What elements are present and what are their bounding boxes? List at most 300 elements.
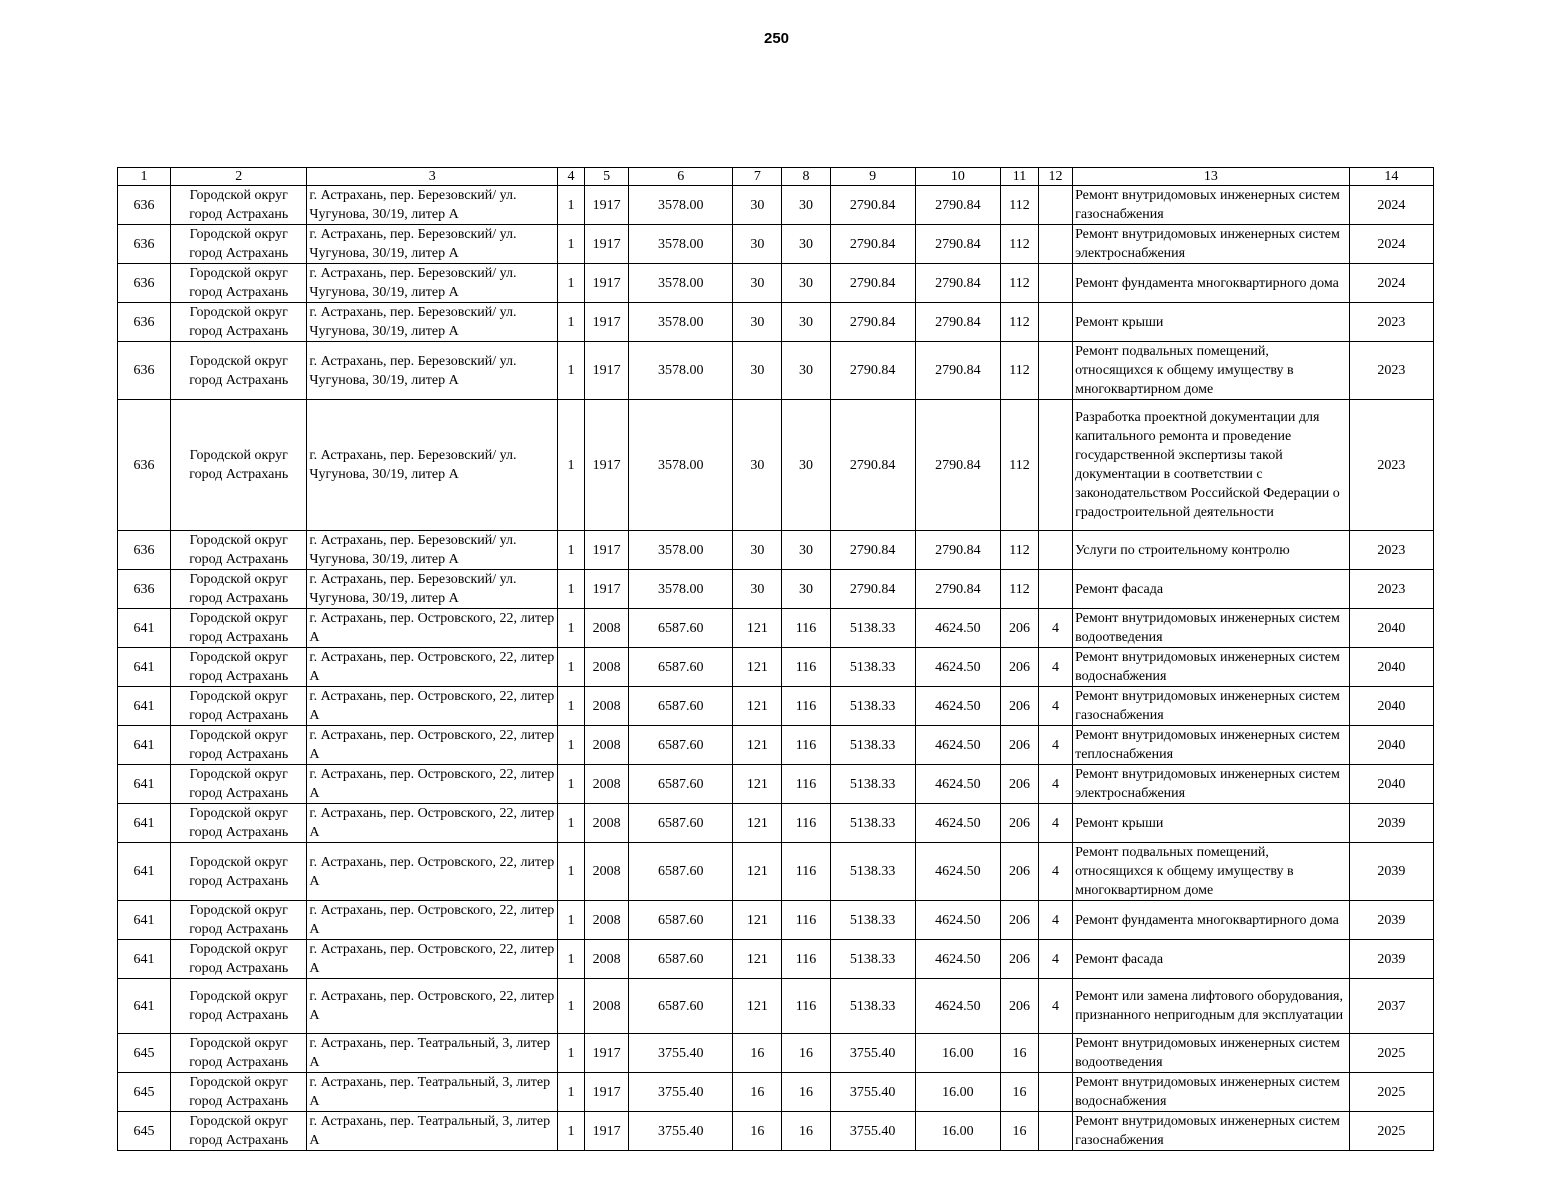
table-row: [118, 979, 1434, 1034]
col8-value-cell: 30: [782, 303, 830, 342]
col10-area-cell: 4624.50: [915, 940, 1000, 979]
col11-count-cell: 206: [1000, 687, 1038, 726]
build-year-cell: 1917: [585, 264, 629, 303]
municipality-cell: Городской округ город Астрахань: [171, 804, 307, 843]
table-row: [118, 303, 1434, 342]
col7-value-cell: 121: [733, 726, 782, 765]
planned-year-cell: 2024: [1349, 264, 1433, 303]
table-row: [118, 940, 1434, 979]
col12-count-cell: 4: [1039, 979, 1073, 1034]
col12-count-cell: [1039, 400, 1073, 531]
col9-area-cell: 2790.84: [830, 570, 915, 609]
address-cell: г. Астрахань, пер. Островского, 22, литер А: [307, 979, 558, 1034]
col10-area-cell: 4624.50: [915, 901, 1000, 940]
building-category-cell: 1: [557, 843, 584, 901]
col9-area-cell: 2790.84: [830, 303, 915, 342]
address-cell: г. Астрахань, пер. Березовский/ ул. Чугунова, 30/19, литер А: [307, 303, 558, 342]
table-row: [118, 186, 1434, 225]
col12-count-cell: 4: [1039, 765, 1073, 804]
col9-area-cell: 2790.84: [830, 264, 915, 303]
col8-value-cell: 116: [782, 804, 830, 843]
planned-year-cell: 2039: [1349, 940, 1433, 979]
col10-area-cell: 4624.50: [915, 609, 1000, 648]
col7-value-cell: 30: [733, 264, 782, 303]
col10-area-cell: 16.00: [915, 1112, 1000, 1151]
planned-year-cell: 2040: [1349, 765, 1433, 804]
planned-year-cell: 2025: [1349, 1112, 1433, 1151]
col8-value-cell: 116: [782, 609, 830, 648]
total-area-cell: 6587.60: [629, 609, 733, 648]
municipality-cell: Городской округ город Астрахань: [171, 765, 307, 804]
col8-value-cell: 116: [782, 901, 830, 940]
col7-value-cell: 30: [733, 342, 782, 400]
building-category-cell: 1: [557, 1034, 584, 1073]
municipality-cell: Городской округ город Астрахань: [171, 264, 307, 303]
building-category-cell: 1: [557, 804, 584, 843]
work-type-cell: Ремонт крыши: [1073, 804, 1350, 843]
municipality-cell: Городской округ город Астрахань: [171, 901, 307, 940]
municipality-cell: Городской округ город Астрахань: [171, 843, 307, 901]
col8-value-cell: 116: [782, 765, 830, 804]
col11-count-cell: 112: [1000, 225, 1038, 264]
column-header-6: 6: [629, 168, 733, 186]
capital-repair-table: [117, 167, 1434, 1151]
record-number-cell: 641: [118, 843, 171, 901]
total-area-cell: 3578.00: [629, 264, 733, 303]
col11-count-cell: 206: [1000, 726, 1038, 765]
col7-value-cell: 121: [733, 843, 782, 901]
col9-area-cell: 2790.84: [830, 342, 915, 400]
building-category-cell: 1: [557, 765, 584, 804]
address-cell: г. Астрахань, пер. Островского, 22, литер А: [307, 687, 558, 726]
work-type-cell: Ремонт фасада: [1073, 570, 1350, 609]
planned-year-cell: 2023: [1349, 531, 1433, 570]
total-area-cell: 3578.00: [629, 186, 733, 225]
municipality-cell: Городской округ город Астрахань: [171, 979, 307, 1034]
col10-area-cell: 16.00: [915, 1073, 1000, 1112]
col10-area-cell: 2790.84: [915, 225, 1000, 264]
col12-count-cell: [1039, 1034, 1073, 1073]
planned-year-cell: 2024: [1349, 186, 1433, 225]
building-category-cell: 1: [557, 1112, 584, 1151]
col9-area-cell: 5138.33: [830, 940, 915, 979]
total-area-cell: 3755.40: [629, 1112, 733, 1151]
building-category-cell: 1: [557, 264, 584, 303]
build-year-cell: 2008: [585, 648, 629, 687]
work-type-cell: Ремонт внутридомовых инженерных систем газоснабжения: [1073, 186, 1350, 225]
col9-area-cell: 5138.33: [830, 726, 915, 765]
total-area-cell: 6587.60: [629, 726, 733, 765]
column-header-12: 12: [1039, 168, 1073, 186]
col11-count-cell: 16: [1000, 1034, 1038, 1073]
table-row: [118, 765, 1434, 804]
building-category-cell: 1: [557, 979, 584, 1034]
work-type-cell: Ремонт внутридомовых инженерных систем электроснабжения: [1073, 765, 1350, 804]
col9-area-cell: 5138.33: [830, 648, 915, 687]
build-year-cell: 1917: [585, 1034, 629, 1073]
planned-year-cell: 2039: [1349, 843, 1433, 901]
address-cell: г. Астрахань, пер. Березовский/ ул. Чугунова, 30/19, литер А: [307, 400, 558, 531]
col12-count-cell: [1039, 303, 1073, 342]
col8-value-cell: 30: [782, 531, 830, 570]
record-number-cell: 636: [118, 531, 171, 570]
col11-count-cell: 16: [1000, 1073, 1038, 1112]
work-type-cell: Ремонт внутридомовых инженерных систем водоснабжения: [1073, 1073, 1350, 1112]
total-area-cell: 3578.00: [629, 225, 733, 264]
col8-value-cell: 116: [782, 726, 830, 765]
col8-value-cell: 30: [782, 342, 830, 400]
col10-area-cell: 2790.84: [915, 342, 1000, 400]
record-number-cell: 641: [118, 940, 171, 979]
work-type-cell: Ремонт фундамента многоквартирного дома: [1073, 901, 1350, 940]
col12-count-cell: [1039, 342, 1073, 400]
total-area-cell: 6587.60: [629, 901, 733, 940]
column-header-2: 2: [171, 168, 307, 186]
col11-count-cell: 112: [1000, 303, 1038, 342]
record-number-cell: 636: [118, 186, 171, 225]
build-year-cell: 1917: [585, 1112, 629, 1151]
header-row: [118, 168, 1434, 186]
total-area-cell: 3578.00: [629, 400, 733, 531]
building-category-cell: 1: [557, 531, 584, 570]
col11-count-cell: 206: [1000, 765, 1038, 804]
municipality-cell: Городской округ город Астрахань: [171, 1034, 307, 1073]
column-header-13: 13: [1073, 168, 1350, 186]
building-category-cell: 1: [557, 303, 584, 342]
total-area-cell: 3578.00: [629, 570, 733, 609]
col7-value-cell: 30: [733, 400, 782, 531]
col12-count-cell: 4: [1039, 804, 1073, 843]
col8-value-cell: 116: [782, 648, 830, 687]
col11-count-cell: 206: [1000, 940, 1038, 979]
address-cell: г. Астрахань, пер. Театральный, 3, литер А: [307, 1034, 558, 1073]
col12-count-cell: 4: [1039, 648, 1073, 687]
col9-area-cell: 2790.84: [830, 225, 915, 264]
building-category-cell: 1: [557, 687, 584, 726]
total-area-cell: 6587.60: [629, 687, 733, 726]
col10-area-cell: 4624.50: [915, 843, 1000, 901]
build-year-cell: 2008: [585, 609, 629, 648]
total-area-cell: 3755.40: [629, 1073, 733, 1112]
col10-area-cell: 2790.84: [915, 531, 1000, 570]
building-category-cell: 1: [557, 342, 584, 400]
work-type-cell: Ремонт внутридомовых инженерных систем водоснабжения: [1073, 648, 1350, 687]
address-cell: г. Астрахань, пер. Театральный, 3, литер А: [307, 1112, 558, 1151]
col7-value-cell: 121: [733, 609, 782, 648]
building-category-cell: 1: [557, 570, 584, 609]
col10-area-cell: 2790.84: [915, 570, 1000, 609]
col7-value-cell: 30: [733, 225, 782, 264]
municipality-cell: Городской округ город Астрахань: [171, 609, 307, 648]
planned-year-cell: 2040: [1349, 609, 1433, 648]
col7-value-cell: 121: [733, 687, 782, 726]
col9-area-cell: 2790.84: [830, 186, 915, 225]
build-year-cell: 2008: [585, 687, 629, 726]
col12-count-cell: 4: [1039, 609, 1073, 648]
col8-value-cell: 30: [782, 400, 830, 531]
record-number-cell: 636: [118, 225, 171, 264]
building-category-cell: 1: [557, 225, 584, 264]
address-cell: г. Астрахань, пер. Березовский/ ул. Чугунова, 30/19, литер А: [307, 531, 558, 570]
col9-area-cell: 3755.40: [830, 1073, 915, 1112]
col8-value-cell: 116: [782, 940, 830, 979]
column-header-3: 3: [307, 168, 558, 186]
table-row: [118, 648, 1434, 687]
col8-value-cell: 30: [782, 186, 830, 225]
col11-count-cell: 112: [1000, 264, 1038, 303]
col12-count-cell: [1039, 186, 1073, 225]
build-year-cell: 1917: [585, 342, 629, 400]
build-year-cell: 1917: [585, 531, 629, 570]
planned-year-cell: 2040: [1349, 648, 1433, 687]
address-cell: г. Астрахань, пер. Березовский/ ул. Чугунова, 30/19, литер А: [307, 225, 558, 264]
work-type-cell: Ремонт подвальных помещений, относящихся к общему имуществу в многоквартирном доме: [1073, 342, 1350, 400]
table-row: [118, 1034, 1434, 1073]
record-number-cell: 645: [118, 1112, 171, 1151]
municipality-cell: Городской округ город Астрахань: [171, 1073, 307, 1112]
planned-year-cell: 2040: [1349, 726, 1433, 765]
record-number-cell: 641: [118, 648, 171, 687]
col7-value-cell: 16: [733, 1112, 782, 1151]
planned-year-cell: 2025: [1349, 1073, 1433, 1112]
col9-area-cell: 3755.40: [830, 1112, 915, 1151]
col10-area-cell: 4624.50: [915, 765, 1000, 804]
municipality-cell: Городской округ город Астрахань: [171, 303, 307, 342]
column-header-4: 4: [557, 168, 584, 186]
municipality-cell: Городской округ город Астрахань: [171, 225, 307, 264]
address-cell: г. Астрахань, пер. Островского, 22, литер А: [307, 901, 558, 940]
work-type-cell: Ремонт внутридомовых инженерных систем теплоснабжения: [1073, 726, 1350, 765]
table-row: [118, 570, 1434, 609]
total-area-cell: 6587.60: [629, 979, 733, 1034]
col8-value-cell: 30: [782, 264, 830, 303]
address-cell: г. Астрахань, пер. Театральный, 3, литер А: [307, 1073, 558, 1112]
col7-value-cell: 121: [733, 901, 782, 940]
build-year-cell: 2008: [585, 726, 629, 765]
work-type-cell: Ремонт внутридомовых инженерных систем водоотведения: [1073, 609, 1350, 648]
column-header-7: 7: [733, 168, 782, 186]
municipality-cell: Городской округ город Астрахань: [171, 726, 307, 765]
column-header-9: 9: [830, 168, 915, 186]
record-number-cell: 641: [118, 979, 171, 1034]
col8-value-cell: 30: [782, 225, 830, 264]
building-category-cell: 1: [557, 901, 584, 940]
address-cell: г. Астрахань, пер. Островского, 22, литер А: [307, 804, 558, 843]
col7-value-cell: 30: [733, 186, 782, 225]
record-number-cell: 636: [118, 303, 171, 342]
col8-value-cell: 16: [782, 1112, 830, 1151]
col12-count-cell: [1039, 570, 1073, 609]
table-row: [118, 687, 1434, 726]
work-type-cell: Ремонт внутридомовых инженерных систем водоотведения: [1073, 1034, 1350, 1073]
col10-area-cell: 2790.84: [915, 303, 1000, 342]
address-cell: г. Астрахань, пер. Березовский/ ул. Чугунова, 30/19, литер А: [307, 186, 558, 225]
col11-count-cell: 206: [1000, 648, 1038, 687]
col12-count-cell: 4: [1039, 940, 1073, 979]
record-number-cell: 636: [118, 342, 171, 400]
address-cell: г. Астрахань, пер. Островского, 22, литер А: [307, 843, 558, 901]
address-cell: г. Астрахань, пер. Островского, 22, литер А: [307, 765, 558, 804]
col7-value-cell: 121: [733, 940, 782, 979]
col10-area-cell: 4624.50: [915, 804, 1000, 843]
address-cell: г. Астрахань, пер. Березовский/ ул. Чугунова, 30/19, литер А: [307, 342, 558, 400]
build-year-cell: 2008: [585, 979, 629, 1034]
build-year-cell: 2008: [585, 940, 629, 979]
col12-count-cell: [1039, 225, 1073, 264]
record-number-cell: 645: [118, 1034, 171, 1073]
build-year-cell: 2008: [585, 765, 629, 804]
planned-year-cell: 2037: [1349, 979, 1433, 1034]
build-year-cell: 2008: [585, 843, 629, 901]
column-header-10: 10: [915, 168, 1000, 186]
address-cell: г. Астрахань, пер. Островского, 22, литер А: [307, 648, 558, 687]
total-area-cell: 6587.60: [629, 804, 733, 843]
build-year-cell: 1917: [585, 225, 629, 264]
col11-count-cell: 206: [1000, 843, 1038, 901]
table-row: [118, 264, 1434, 303]
building-category-cell: 1: [557, 940, 584, 979]
planned-year-cell: 2039: [1349, 901, 1433, 940]
work-type-cell: Ремонт подвальных помещений, относящихся к общему имуществу в многоквартирном доме: [1073, 843, 1350, 901]
work-type-cell: Ремонт внутридомовых инженерных систем газоснабжения: [1073, 687, 1350, 726]
table-row: [118, 1073, 1434, 1112]
col7-value-cell: 30: [733, 531, 782, 570]
work-type-cell: Ремонт или замена лифтового оборудования, признанного непригодным для эксплуатации: [1073, 979, 1350, 1034]
planned-year-cell: 2025: [1349, 1034, 1433, 1073]
record-number-cell: 641: [118, 609, 171, 648]
col9-area-cell: 5138.33: [830, 843, 915, 901]
col12-count-cell: [1039, 531, 1073, 570]
building-category-cell: 1: [557, 648, 584, 687]
address-cell: г. Астрахань, пер. Березовский/ ул. Чугунова, 30/19, литер А: [307, 264, 558, 303]
col8-value-cell: 16: [782, 1034, 830, 1073]
col10-area-cell: 4624.50: [915, 648, 1000, 687]
col8-value-cell: 116: [782, 843, 830, 901]
col10-area-cell: 4624.50: [915, 687, 1000, 726]
col11-count-cell: 112: [1000, 531, 1038, 570]
col12-count-cell: [1039, 1112, 1073, 1151]
record-number-cell: 641: [118, 804, 171, 843]
column-header-1: 1: [118, 168, 171, 186]
build-year-cell: 2008: [585, 804, 629, 843]
total-area-cell: 6587.60: [629, 843, 733, 901]
column-header-8: 8: [782, 168, 830, 186]
work-type-cell: Разработка проектной документации для капитального ремонта и проведение государственной экспертизы такой документации в соответствии с законодательством Российской Федерации о градостроительной деятельности: [1073, 400, 1350, 531]
col9-area-cell: 2790.84: [830, 531, 915, 570]
table-row: [118, 843, 1434, 901]
municipality-cell: Городской округ город Астрахань: [171, 1112, 307, 1151]
col11-count-cell: 16: [1000, 1112, 1038, 1151]
building-category-cell: 1: [557, 1073, 584, 1112]
col9-area-cell: 5138.33: [830, 979, 915, 1034]
work-type-cell: Ремонт крыши: [1073, 303, 1350, 342]
address-cell: г. Астрахань, пер. Островского, 22, литер А: [307, 609, 558, 648]
col9-area-cell: 5138.33: [830, 804, 915, 843]
building-category-cell: 1: [557, 726, 584, 765]
record-number-cell: 636: [118, 400, 171, 531]
col12-count-cell: [1039, 264, 1073, 303]
planned-year-cell: 2024: [1349, 225, 1433, 264]
column-header-5: 5: [585, 168, 629, 186]
col7-value-cell: 121: [733, 804, 782, 843]
municipality-cell: Городской округ город Астрахань: [171, 342, 307, 400]
col11-count-cell: 112: [1000, 400, 1038, 531]
col9-area-cell: 3755.40: [830, 1034, 915, 1073]
record-number-cell: 641: [118, 901, 171, 940]
table-row: [118, 531, 1434, 570]
column-header-11: 11: [1000, 168, 1038, 186]
col7-value-cell: 16: [733, 1034, 782, 1073]
record-number-cell: 641: [118, 765, 171, 804]
col10-area-cell: 4624.50: [915, 726, 1000, 765]
table-row: [118, 609, 1434, 648]
record-number-cell: 641: [118, 726, 171, 765]
col10-area-cell: 2790.84: [915, 400, 1000, 531]
table-row: [118, 342, 1434, 400]
table-row: [118, 1112, 1434, 1151]
table-row: [118, 225, 1434, 264]
column-header-14: 14: [1349, 168, 1433, 186]
municipality-cell: Городской округ город Астрахань: [171, 400, 307, 531]
total-area-cell: 3578.00: [629, 531, 733, 570]
total-area-cell: 6587.60: [629, 765, 733, 804]
col11-count-cell: 112: [1000, 342, 1038, 400]
municipality-cell: Городской округ город Астрахань: [171, 531, 307, 570]
col7-value-cell: 30: [733, 570, 782, 609]
total-area-cell: 6587.60: [629, 648, 733, 687]
col7-value-cell: 30: [733, 303, 782, 342]
work-type-cell: Ремонт фасада: [1073, 940, 1350, 979]
page-number: 250: [763, 30, 790, 47]
col10-area-cell: 16.00: [915, 1034, 1000, 1073]
col12-count-cell: 4: [1039, 726, 1073, 765]
record-number-cell: 645: [118, 1073, 171, 1112]
address-cell: г. Астрахань, пер. Березовский/ ул. Чугунова, 30/19, литер А: [307, 570, 558, 609]
col11-count-cell: 206: [1000, 804, 1038, 843]
work-type-cell: Услуги по строительному контролю: [1073, 531, 1350, 570]
building-category-cell: 1: [557, 186, 584, 225]
col10-area-cell: 2790.84: [915, 186, 1000, 225]
col9-area-cell: 5138.33: [830, 609, 915, 648]
work-type-cell: Ремонт внутридомовых инженерных систем электроснабжения: [1073, 225, 1350, 264]
col11-count-cell: 112: [1000, 186, 1038, 225]
table-row: [118, 400, 1434, 531]
record-number-cell: 636: [118, 264, 171, 303]
record-number-cell: 641: [118, 687, 171, 726]
total-area-cell: 3578.00: [629, 342, 733, 400]
planned-year-cell: 2023: [1349, 303, 1433, 342]
municipality-cell: Городской округ город Астрахань: [171, 687, 307, 726]
col11-count-cell: 206: [1000, 609, 1038, 648]
col11-count-cell: 112: [1000, 570, 1038, 609]
total-area-cell: 3755.40: [629, 1034, 733, 1073]
build-year-cell: 2008: [585, 901, 629, 940]
col11-count-cell: 206: [1000, 901, 1038, 940]
build-year-cell: 1917: [585, 570, 629, 609]
col8-value-cell: 116: [782, 979, 830, 1034]
col7-value-cell: 121: [733, 648, 782, 687]
col12-count-cell: 4: [1039, 901, 1073, 940]
table-row: [118, 726, 1434, 765]
planned-year-cell: 2023: [1349, 342, 1433, 400]
table-row: [118, 901, 1434, 940]
planned-year-cell: 2023: [1349, 400, 1433, 531]
col9-area-cell: 5138.33: [830, 687, 915, 726]
col12-count-cell: 4: [1039, 843, 1073, 901]
col7-value-cell: 16: [733, 1073, 782, 1112]
build-year-cell: 1917: [585, 186, 629, 225]
col12-count-cell: 4: [1039, 687, 1073, 726]
